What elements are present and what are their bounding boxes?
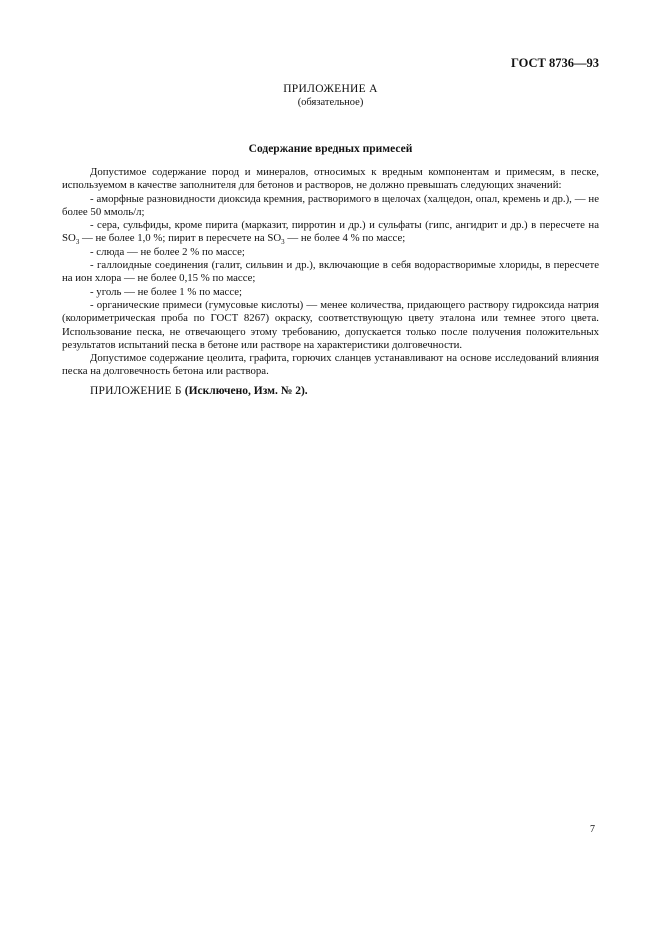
paragraph-sulfur: [62, 219, 599, 246]
paragraph-coal: - уголь — не более 1 % по массе;: [90, 285, 243, 298]
section-title: Содержание вредных примесей: [248, 143, 413, 155]
paragraph-haloids: - галлоидные соединения (галит, сильвин и др.), включающие в себя водорастворимые хлориды, в пересчете на ион хлора — не более 0,15 % по массе;: [62, 259, 599, 285]
standard-code: ГОСТ 8736—93: [510, 56, 599, 70]
appendix-a-subtitle: (обязательное): [297, 97, 364, 108]
paragraph-amorphous-silica: - аморфные разновидности диоксида кремния, растворимого в щелочах (халцедон, опал, кремень и др.), — не более 50 ммоль/л;: [62, 192, 599, 218]
paragraph-zeolite: Допустимое содержание цеолита, графита, горючих сланцев устанавливают на основе исследований влияния песка на долговечность бетона или раствора.: [62, 352, 599, 378]
appendix-b: [90, 385, 308, 397]
page-number: 7: [590, 824, 595, 835]
sulfur-subscript-2: 3: [281, 238, 285, 247]
paragraph-organic: - органические примеси (гумусовые кислоты) — менее количества, придающего раствору гидроксида натрия (колориметрическая проба по ГОСТ 8267) окраску, соответствующую цвету эталона или темнее этого цвета. Использование песка, не отвечающего этому требованию, допускается только после получения положительных результатов испытаний песка в бетоне или растворе на характеристики долговечности.: [62, 298, 599, 351]
sulfur-subscript-1: 3: [75, 238, 80, 247]
appendix-a-title: ПРИЛОЖЕНИЕ А: [283, 83, 378, 95]
appendix-a-body: [62, 166, 599, 379]
sulfur-text-1: - сера, сульфиды, кроме пирита (марказит, пирротин и др.) и сульфаты (гипс, ангидрит и др.) в пересчете на SO: [62, 219, 599, 245]
appendix-b-label: ПРИЛОЖЕНИЕ Б: [90, 385, 185, 397]
paragraph-intro: Допустимое содержание пород и минералов, относимых к вредным компонентам и примесям, в песке, используемом в качестве заполнителя для бетонов и растворов, не должно превышать следующих значений:: [62, 166, 599, 192]
sulfur-text-2: — не более 1,0 %; пирит в пересчете на SO: [79, 232, 282, 245]
appendix-a-heading: [0, 83, 661, 109]
paragraph-mica: - слюда — не более 2 % по массе;: [90, 245, 245, 258]
sulfur-text-3: — не более 4 % по массе;: [284, 232, 406, 245]
appendix-b-note: (Исключено, Изм. № 2).: [184, 385, 308, 397]
